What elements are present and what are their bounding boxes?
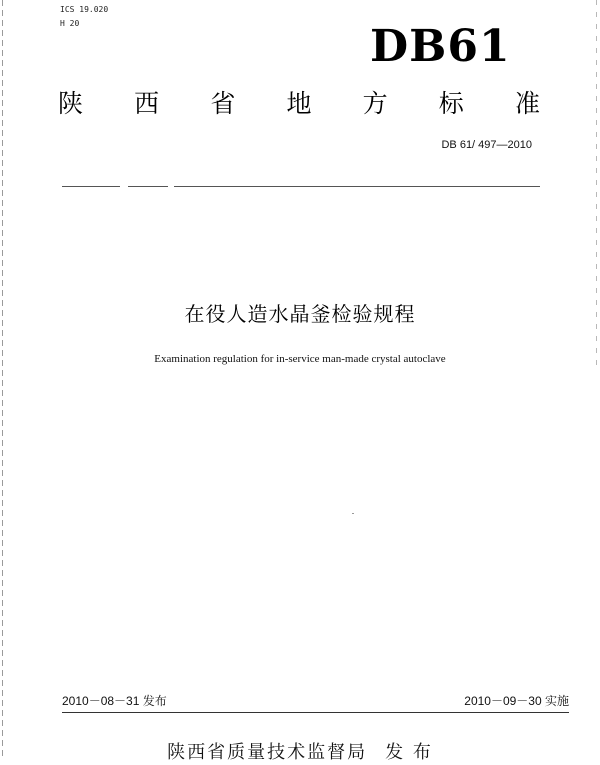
implementation-date: 2010－09－30 实施 — [464, 694, 569, 708]
standard-type-char: 陕 — [58, 89, 84, 118]
standard-type-char: 地 — [286, 89, 312, 118]
document-title-english: Examination regulation for in-service man-made crystal autoclave — [154, 353, 446, 365]
issuing-authority — [0, 741, 600, 765]
document-title: 在役人造水晶釜检验规程 — [184, 302, 416, 326]
issuer-action: 发 布 — [385, 742, 433, 763]
bottom-divider — [62, 712, 569, 713]
db-logo: DB61 — [370, 21, 511, 72]
issue-date: 2010－08－31 发布 — [62, 694, 167, 708]
top-divider-gap — [120, 186, 128, 187]
ics-code: ICS 19.020 — [60, 5, 109, 14]
standard-type-char: 省 — [210, 89, 236, 118]
top-divider — [62, 186, 540, 187]
scan-speck — [352, 513, 354, 514]
top-divider-gap — [168, 186, 174, 187]
standard-type-char: 西 — [134, 89, 160, 118]
standard-number: DB 61/ 497—2010 — [441, 139, 532, 151]
scan-edge-left — [2, 0, 3, 759]
standard-type-char: 标 — [438, 89, 464, 118]
standard-type-char: 准 — [514, 89, 540, 118]
standard-type-char: 方 — [362, 89, 388, 118]
issuer-name: 陕西省质量技术监督局 — [167, 742, 368, 763]
standard-type-title — [58, 87, 540, 123]
classification-code: H 20 — [60, 19, 80, 28]
